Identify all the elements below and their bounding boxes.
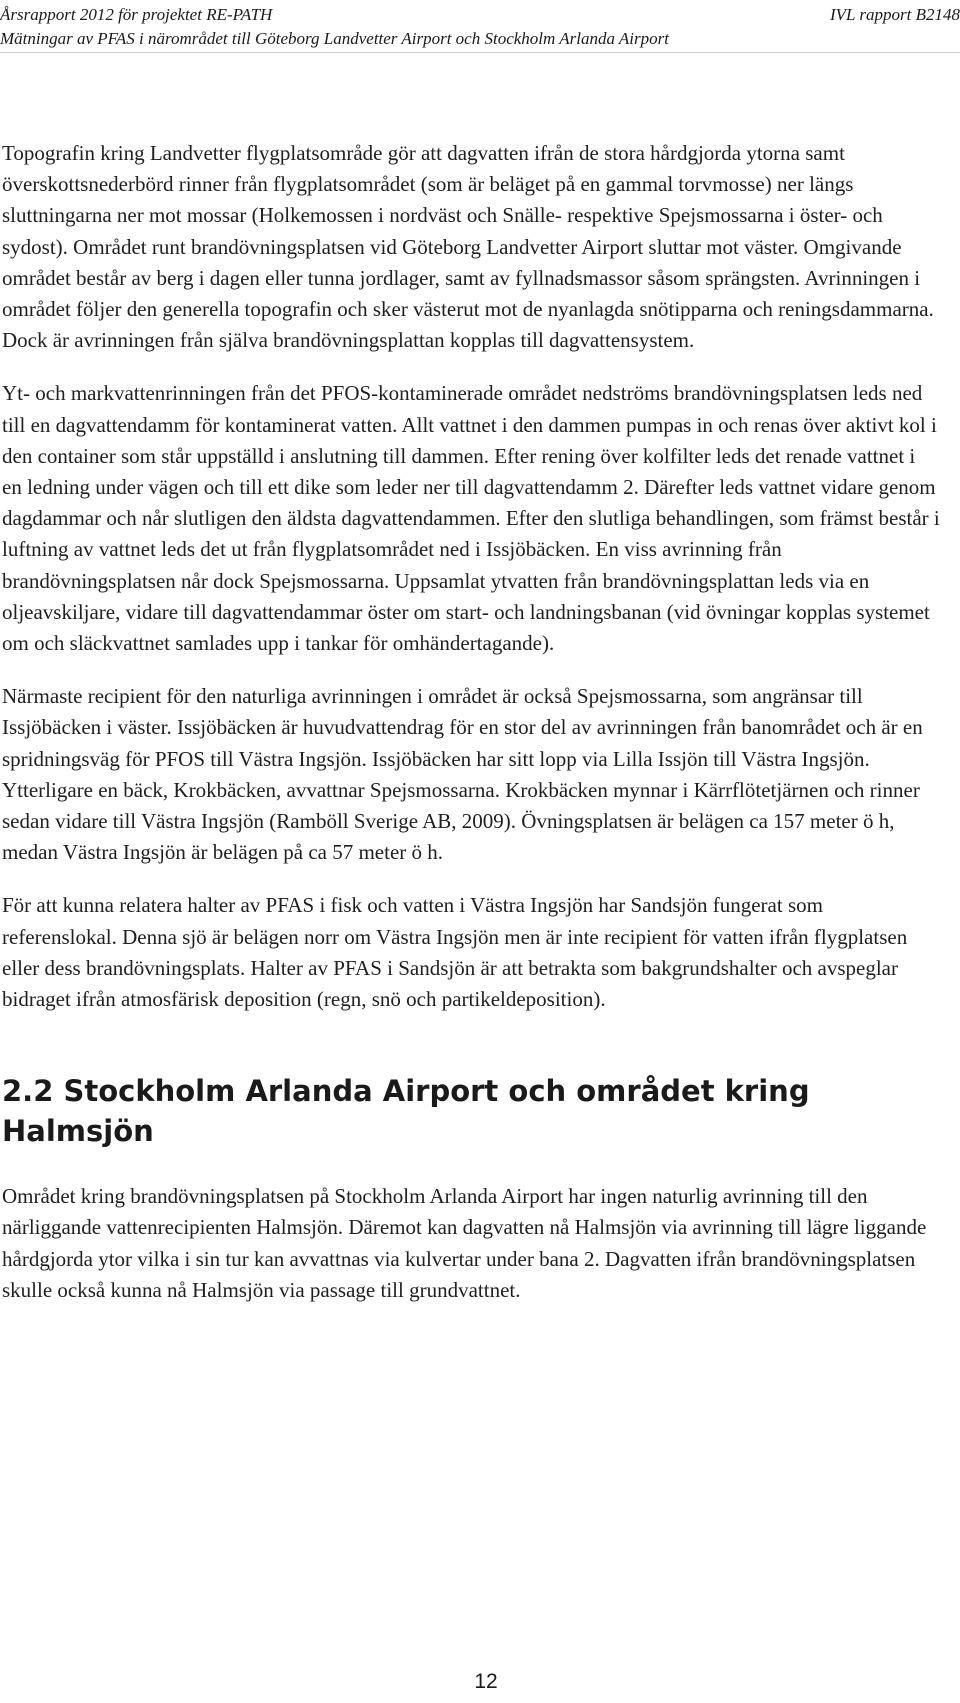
- section-heading: 2.2 Stockholm Arlanda Airport och området kring Halmsjön: [2, 1074, 810, 1149]
- paragraph-arlanda: Området kring brandövningsplatsen på Stockholm Arlanda Airport har ingen naturlig avrinning till den närliggande vattenrecipienten Halmsjön. Däremot kan dagvatten nå Halmsjön via avrinning till lägre liggande hårdgjorda ytor vilka i sin tur kan avvattnas via kulvertar under bana 2. Dagvatten ifrån brandövningsplatsen skulle också kunna nå Halmsjön via passage till grundvattnet.: [2, 1184, 927, 1302]
- document-body: [2, 138, 940, 1306]
- paragraph-recipient: Närmaste recipient för den naturliga avrinningen i området är också Spejsmossarna, som angränsar till Issjöbäcken i väster. Issjöbäcken är huvudvattendrag för en stor del av avrinningen från banområdet och är en spridningsväg för PFOS till Västra Ingsjön. Issjöbäcken har sitt lopp via Lilla Issjön till Västra Ingsjön. Ytterligare en bäck, Krokbäcken, avvattnar Spejsmossarna. Krokbäcken mynnar i Kärrflötetjärnen och rinner sedan vidare till Västra Ingsjön (Ramböll Sverige AB, 2009). Övningsplatsen är belägen ca 157 meter ö h, medan Västra Ingsjön är belägen på ca 57 meter ö h.: [2, 684, 923, 865]
- paragraph-runoff: Yt- och markvattenrinningen från det PFOS-kontaminerade området nedströms brandövningsplatsen leds ned till en dagvattendamm för kontaminerat vatten. Allt vattnet i den dammen pumpas in och renas över aktivt kol i den container som står uppställd i anslutning till dammen. Efter rening över kolfilter leds det renade vattnet i en ledning under vägen och till ett dike som leder ner till dagvattendamm 2. Därefter leds vattnet vidare genom dagdammar och når slutligen den äldsta dagvattendammen. Efter den slutliga behandlingen, som främst består i luftning av vattnet leds det ut från flygplatsområdet ned i Issjöbäcken. En viss avrinning från brandövningsplatsen når dock Spejsmossarna. Uppsamlat ytvatten från brandövningsplattan leds via en oljeavskiljare, vidare till dagvattendammar öster om start- och landningsbanan (vid övningar kopplas systemet om och släckvattnet samlades upp i tankar för omhändertagande).: [2, 381, 940, 656]
- report-title: Årsrapport 2012 för projektet RE-PATH: [0, 5, 273, 24]
- paragraph-topography: Topografin kring Landvetter flygplatsområde gör att dagvatten ifrån de stora hårdgjorda ytorna samt överskottsnederbörd rinner från flygplatsområdet (som är beläget på en gammal torvmosse) ner längs sluttningarna ner mot mossar (Holkemossen i nordväst och Snälle- respektive Spejsmossarna i öster- och sydost). Området runt brandövningsplatsen vid Göteborg Landvetter Airport sluttar mot väster. Omgivande området består av berg i dagen eller tunna jordlager, samt av fyllnadsmassor såsom sprängsten. Avrinningen i området följer den generella topografin och sker västerut mot de nyanlagda snötipparna och reningsdammarna. Dock är avrinningen från själva brandövningsplattan kopplas till dagvattensystem.: [2, 141, 934, 353]
- page-number: 12: [474, 1670, 498, 1693]
- report-id: IVL rapport B2148: [829, 5, 960, 24]
- report-subtitle: Mätningar av PFAS i närområdet till Göteborg Landvetter Airport och Stockholm Arlanda Airport: [0, 29, 669, 48]
- paragraph-reference-lake: För att kunna relatera halter av PFAS i fisk och vatten i Västra Ingsjön har Sandsjön fungerat som referenslokal. Denna sjö är belägen norr om Västra Ingsjön men är inte recipient för vatten ifrån flygplatsen eller dess brandövningsplats. Halter av PFAS i Sandsjön är att betrakta som bakgrundshalter och avspeglar bidraget ifrån atmosfärisk deposition (regn, snö och partikeldeposition).: [2, 893, 908, 1012]
- page-header: [0, 0, 960, 56]
- header-divider: [0, 52, 960, 53]
